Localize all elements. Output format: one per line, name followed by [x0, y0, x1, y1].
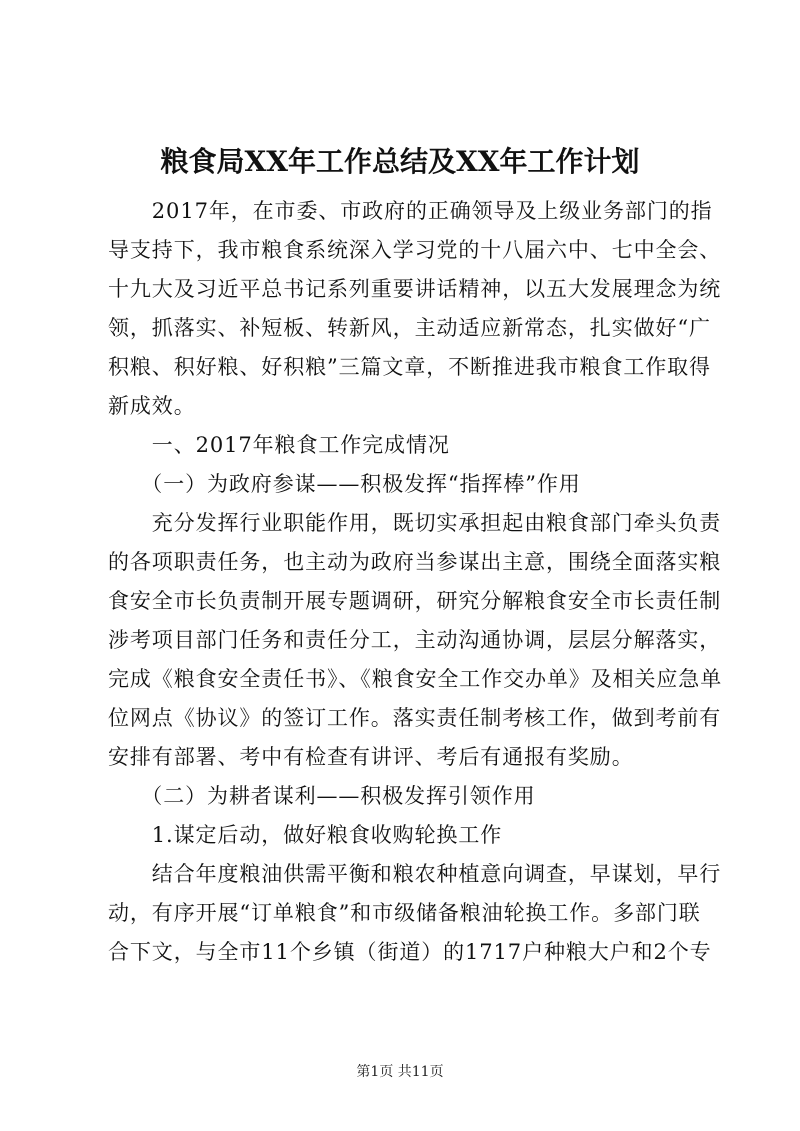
body-line-9: 充分发挥行业职能作用，既切实承担起由粮食部门牵头负责 — [108, 511, 722, 535]
body-line-14: 位网点《协议》的签订工作。落实责任制考核工作，做到考前有 — [108, 706, 722, 730]
body-line-12: 涉考项目部门任务和责任分工，主动沟通协调，层层分解落实， — [108, 628, 722, 652]
subsection-heading-2: （二）为耕者谋利——积极发挥引领作用 — [108, 784, 536, 808]
body-line-19: 动，有序开展“订单粮食”和市级储备粮油轮换工作。多部门联 — [108, 901, 701, 925]
body-line-4: 领，抓落实、补短板、转新风，主动适应新常态，扎实做好“广 — [108, 316, 711, 340]
body-line-3: 十九大及习近平总书记系列重要讲话精神，以五大发展理念为统 — [108, 277, 722, 301]
body-line-18: 结合年度粮油供需平衡和粮农种植意向调查，早谋划，早行 — [108, 862, 722, 886]
body-line-6: 新成效。 — [108, 394, 196, 418]
document-title: 粮食局XX年工作总结及XX年工作计划 — [160, 145, 640, 178]
body-line-5: 积粮、积好粮、好积粮”三篇文章，不断推进我市粮食工作取得 — [108, 355, 711, 379]
page-footer: 第1页 共11页 — [356, 1064, 444, 1080]
body-line-10: 的各项职责任务，也主动为政府当参谋出主意，围绕全面落实粮 — [108, 550, 722, 574]
body-line-1: 2017年，在市委、市政府的正确领导及上级业务部门的指 — [108, 199, 713, 223]
section-heading-1: 一、2017年粮食工作完成情况 — [108, 433, 450, 457]
body-line-11: 食安全市长负责制开展专题调研，研究分解粮食安全市长责任制 — [108, 589, 722, 613]
body-line-20: 合下文，与全市11个乡镇（街道）的1717户种粮大户和2个专 — [108, 940, 712, 964]
body-line-2: 导支持下，我市粮食系统深入学习党的十八届六中、七中全会、 — [108, 238, 722, 262]
body-line-13: 完成《粮食安全责任书》、《粮食安全工作交办单》及相关应急单 — [108, 667, 723, 691]
body-line-15: 安排有部署、考中有检查有讲评、考后有通报有奖励。 — [108, 745, 634, 769]
item-heading-1: 1.谋定后动，做好粮食收购轮换工作 — [108, 823, 503, 847]
subsection-heading-1: （一）为政府参谋——积极发挥“指挥棒”作用 — [108, 472, 581, 496]
